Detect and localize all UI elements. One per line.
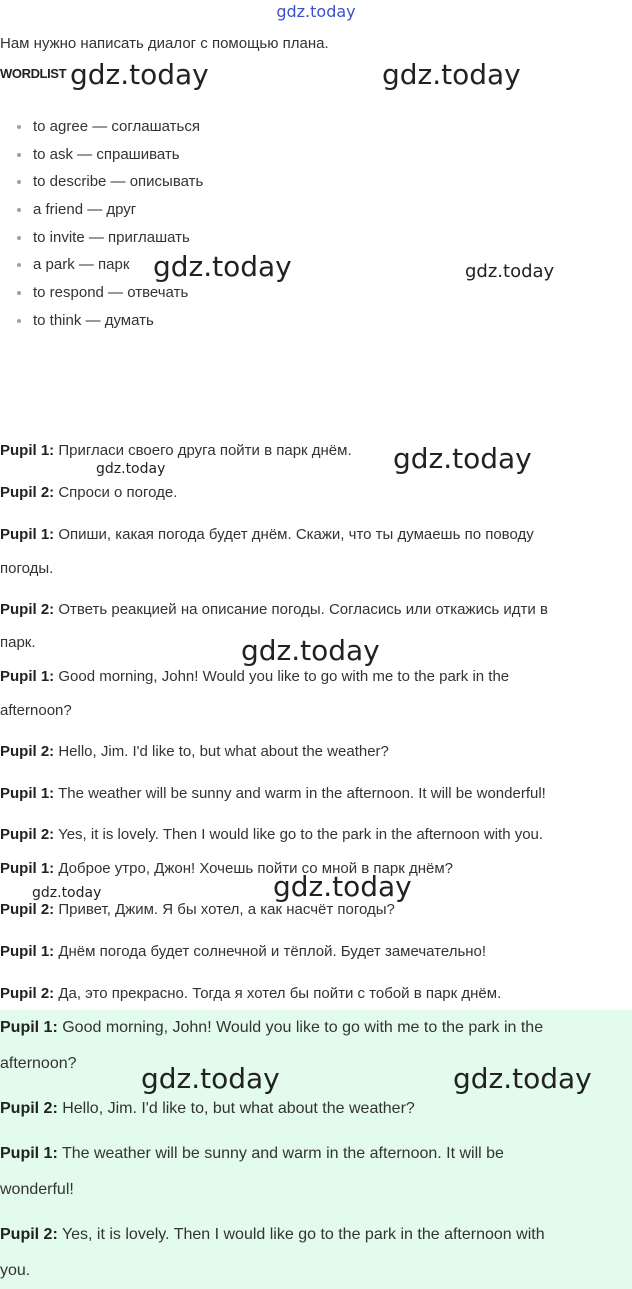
plan-line (0, 593, 548, 627)
dialog-text: Hello, Jim. I'd like to, but what about the weather? (54, 743, 389, 760)
brand-logo-text: gdz.today (276, 2, 356, 21)
speaker-label: Pupil 1: (0, 442, 55, 459)
answer-text: Hello, Jim. I'd like to, but what about the weather? (57, 1100, 415, 1117)
speaker-label: Pupil 2: (0, 484, 55, 501)
plan-line (0, 518, 534, 552)
answer-line (0, 1091, 415, 1127)
speaker-label: Pupil 2: (0, 1226, 58, 1243)
speaker-label: Pupil 1: (0, 526, 55, 543)
dialog-text: Да, это прекрасно. Тогда я хотел бы пойти с тобой в парк днём. (54, 985, 502, 1002)
watermark: gdz.today (453, 1062, 592, 1095)
wordlist-item (0, 300, 203, 342)
wordlist-item-text: to respond — отвечать (33, 284, 189, 302)
answer-line-continued: you. (0, 1262, 31, 1279)
dialog-en-line (0, 818, 543, 852)
speaker-label: Pupil 2: (0, 601, 55, 618)
answer-line (0, 1136, 504, 1172)
plan-text: Ответь реакцией на описание погоды. Согласись или откажись идти в (54, 601, 548, 618)
wordlist-item-text: to describe — описывать (33, 173, 204, 191)
dialog-text: The weather will be sunny and warm in the afternoon. It will be wonderful! (54, 785, 546, 802)
wordlist-item-text: to ask — спрашивать (33, 145, 180, 163)
watermark: gdz.today (32, 885, 102, 901)
dialog-text: Днём погода будет солнечной и тёплой. Будет замечательно! (54, 943, 487, 960)
wordlist-item-text: a park — парк (33, 256, 130, 274)
bullet-icon (17, 125, 21, 129)
dialog-ru-line (0, 977, 501, 1011)
watermark: gdz.today (141, 1062, 280, 1095)
dialog-ru-line (0, 935, 486, 969)
watermark: gdz.today (273, 870, 412, 903)
bullet-icon (17, 180, 21, 184)
dialog-en-line-continued: afternoon? (0, 702, 72, 719)
speaker-label: Pupil 1: (0, 1145, 58, 1162)
bullet-icon (17, 208, 21, 212)
plan-line (0, 476, 177, 510)
wordlist (0, 106, 203, 342)
plan-line-continued: погоды. (0, 560, 54, 577)
speaker-label: Pupil 2: (0, 901, 55, 918)
speaker-label: Pupil 2: (0, 826, 55, 843)
wordlist-item-text: a friend — друг (33, 201, 137, 219)
answer-line-continued: afternoon? (0, 1055, 77, 1072)
watermark: gdz.today (153, 250, 292, 283)
watermark: gdz.today (465, 261, 555, 282)
watermark: gdz.today (70, 58, 209, 91)
wordlist-title: WORDLIST (0, 66, 67, 81)
answer-line (0, 1217, 545, 1253)
wordlist-item-text: to invite — приглашать (33, 228, 190, 246)
dialog-text: Good morning, John! Would you like to go with me to the park in the (54, 668, 510, 685)
speaker-label: Pupil 1: (0, 943, 55, 960)
answer-text: Good morning, John! Would you like to go with me to the park in the (57, 1019, 544, 1036)
dialog-en-line (0, 777, 546, 811)
plan-text: Спроси о погоде. (54, 484, 178, 501)
bullet-icon (17, 236, 21, 240)
watermark: gdz.today (382, 58, 521, 91)
speaker-label: Pupil 2: (0, 985, 55, 1002)
intro-text: Нам нужно написать диалог с помощью плана. (0, 35, 329, 52)
bullet-icon (17, 291, 21, 295)
watermark: gdz.today (241, 634, 380, 667)
watermark: gdz.today (393, 442, 532, 475)
dialog-text: Yes, it is lovely. Then I would like go to the park in the afternoon with you. (54, 826, 544, 843)
dialog-text: Привет, Джим. Я бы хотел, а как насчёт погоды? (54, 901, 395, 918)
dialog-en-line (0, 735, 389, 769)
bullet-icon (17, 263, 21, 267)
speaker-label: Pupil 1: (0, 1019, 58, 1036)
plan-text: Опиши, какая погода будет днём. Скажи, что ты думаешь по поводу (54, 526, 534, 543)
answer-line-continued: wonderful! (0, 1181, 74, 1198)
bullet-icon (17, 153, 21, 157)
dialog-text: Доброе утро, Джон! Хочешь пойти со мной в парк днём? (54, 860, 453, 877)
plan-line (0, 434, 352, 468)
bullet-icon (17, 319, 21, 323)
plan-text: Пригласи своего друга пойти в парк днём. (54, 442, 352, 459)
answer-text: The weather will be sunny and warm in the afternoon. It will be (57, 1145, 504, 1162)
speaker-label: Pupil 1: (0, 668, 55, 685)
answer-line (0, 1010, 543, 1046)
wordlist-item-text: to agree — соглашаться (33, 118, 200, 135)
speaker-label: Pupil 2: (0, 1100, 58, 1117)
speaker-label: Pupil 1: (0, 785, 55, 802)
speaker-label: Pupil 2: (0, 743, 55, 760)
answer-text: Yes, it is lovely. Then I would like go to the park in the afternoon with (57, 1226, 545, 1243)
plan-line-continued: парк. (0, 634, 36, 651)
speaker-label: Pupil 1: (0, 860, 55, 877)
watermark: gdz.today (96, 461, 166, 477)
wordlist-item-text: to think — думать (33, 311, 154, 329)
